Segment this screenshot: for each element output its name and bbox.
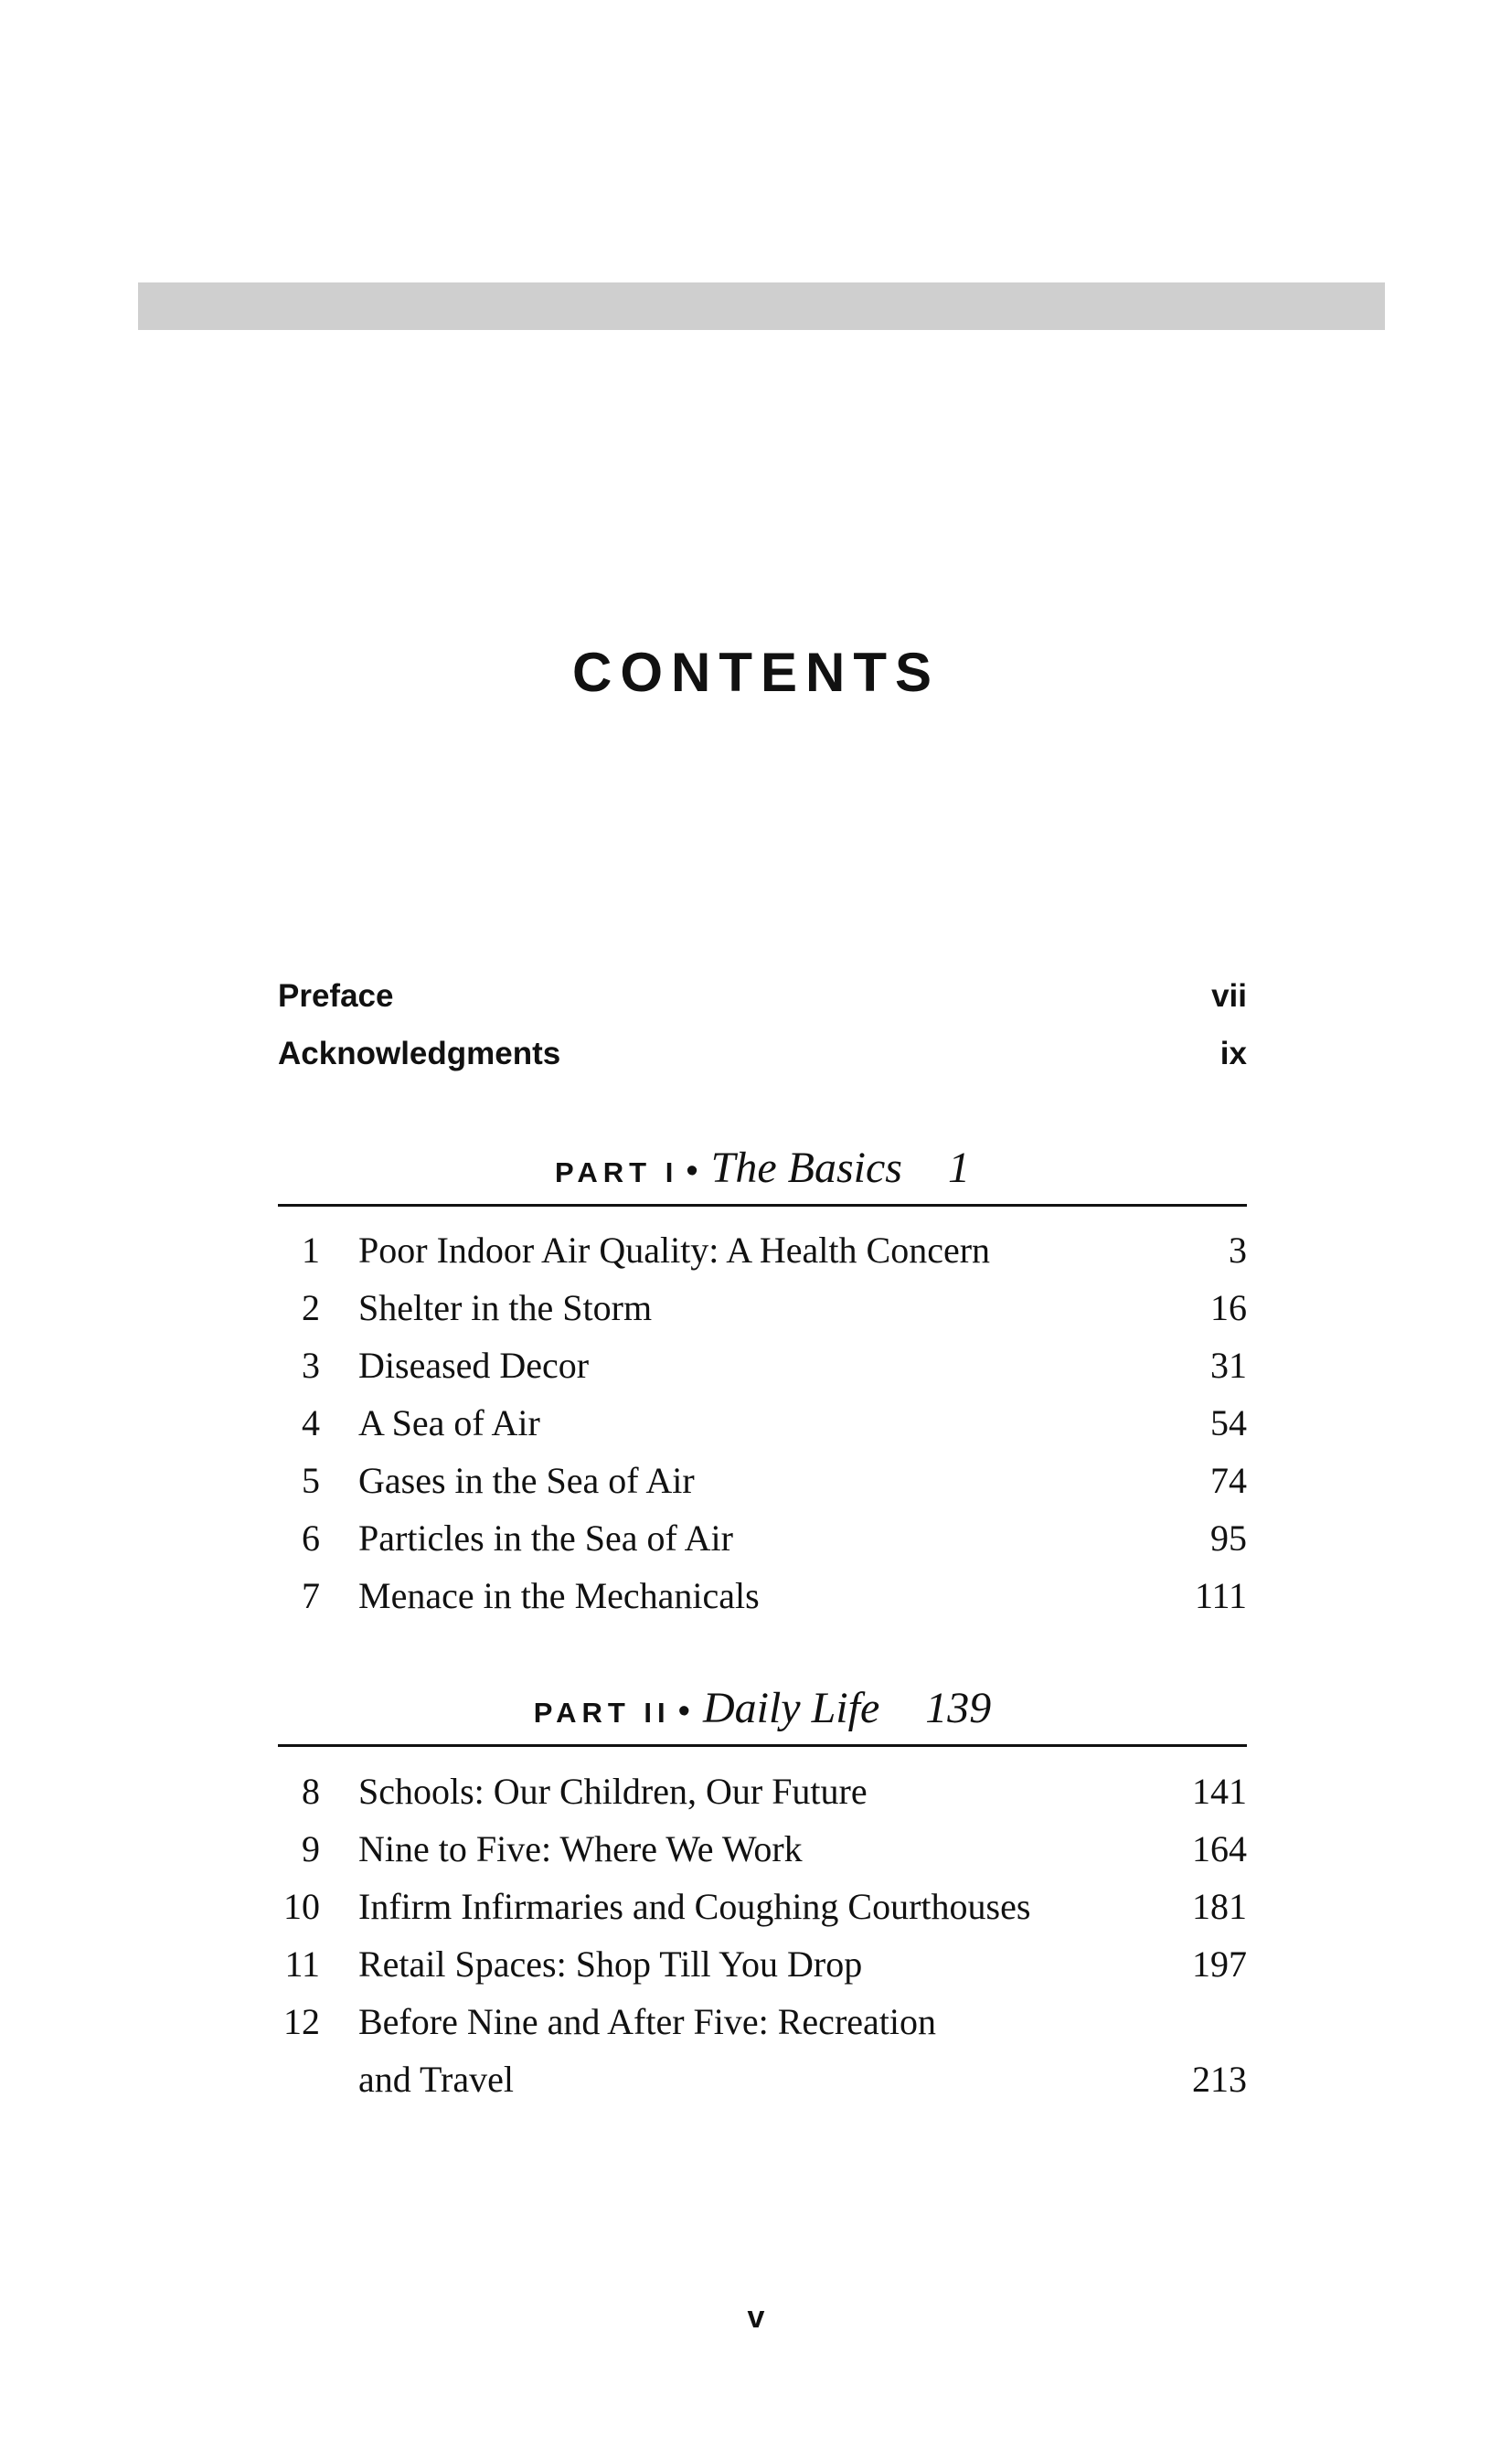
chapter-number: 6 xyxy=(302,1517,320,1559)
toc-entry-label: Preface xyxy=(278,978,394,1014)
chapter-page: 3 xyxy=(1229,1230,1247,1271)
toc-chapter-9[interactable] xyxy=(265,1822,1247,1877)
part-divider-rule xyxy=(278,1204,1247,1207)
toc-chapter-10[interactable] xyxy=(265,1879,1247,1934)
chapter-number: 10 xyxy=(283,1886,320,1927)
chapter-page: 111 xyxy=(1194,1575,1247,1616)
part-heading-1[interactable] xyxy=(278,1136,1247,1200)
chapter-title: Shelter in the Storm xyxy=(358,1287,653,1328)
toc-entry-page: vii xyxy=(1211,978,1247,1014)
toc-chapter-5[interactable] xyxy=(265,1453,1247,1508)
part-page: 1 xyxy=(947,1144,970,1192)
toc-chapter-7[interactable] xyxy=(265,1569,1247,1624)
chapter-number: 1 xyxy=(302,1230,320,1271)
part-divider-rule xyxy=(278,1744,1247,1747)
toc-chapter-1[interactable] xyxy=(265,1223,1247,1278)
chapter-title: A Sea of Air xyxy=(358,1402,540,1443)
chapter-title: Before Nine and After Five: Recreation xyxy=(358,2001,936,2042)
part-label: PART I xyxy=(555,1156,679,1188)
chapter-page: 181 xyxy=(1192,1886,1247,1927)
chapter-page: 141 xyxy=(1192,1771,1247,1812)
chapter-number: 12 xyxy=(283,2001,320,2042)
toc-chapter-12[interactable] xyxy=(265,1995,1247,2050)
chapter-number: 3 xyxy=(302,1345,320,1386)
chapter-page: 31 xyxy=(1210,1345,1247,1386)
chapter-number: 9 xyxy=(302,1828,320,1869)
chapter-page: 95 xyxy=(1210,1517,1247,1559)
toc-chapter-6[interactable] xyxy=(265,1511,1247,1566)
chapter-title: Particles in the Sea of Air xyxy=(358,1517,733,1559)
header-gray-bar xyxy=(138,282,1385,330)
chapter-page: 213 xyxy=(1192,2059,1247,2100)
chapter-page: 16 xyxy=(1210,1287,1247,1328)
toc-entry-acknowledgments[interactable] xyxy=(278,1031,1247,1077)
chapter-number: 7 xyxy=(302,1575,320,1616)
chapter-title: Schools: Our Children, Our Future xyxy=(358,1771,868,1812)
page-title: CONTENTS xyxy=(572,642,940,703)
chapter-number: 11 xyxy=(284,1943,320,1985)
chapter-title: Diseased Decor xyxy=(358,1345,590,1386)
toc-entry-label: Acknowledgments xyxy=(278,1036,561,1071)
chapter-page: 74 xyxy=(1210,1460,1247,1501)
page-number: v xyxy=(747,2300,765,2335)
chapter-title: Gases in the Sea of Air xyxy=(358,1460,695,1501)
toc-chapter-3[interactable] xyxy=(265,1338,1247,1393)
chapter-title-continued: and Travel xyxy=(358,2059,514,2100)
chapter-title: Poor Indoor Air Quality: A Health Concern xyxy=(358,1230,991,1271)
chapter-title: Nine to Five: Where We Work xyxy=(358,1828,803,1869)
toc-chapter-11[interactable] xyxy=(265,1937,1247,1992)
part-title: The Basics xyxy=(710,1144,902,1192)
part-heading-2[interactable] xyxy=(278,1677,1247,1741)
chapter-page: 197 xyxy=(1192,1943,1247,1985)
chapter-title: Menace in the Mechanicals xyxy=(358,1575,760,1616)
chapter-number: 2 xyxy=(302,1287,320,1328)
toc-entry-preface[interactable] xyxy=(278,974,1247,1019)
toc-chapter-12-continued[interactable] xyxy=(265,2052,1247,2107)
chapter-title: Infirm Infirmaries and Coughing Courthouses xyxy=(358,1886,1031,1927)
toc-chapter-2[interactable] xyxy=(265,1281,1247,1336)
toc-chapter-8[interactable] xyxy=(265,1764,1247,1819)
bullet-separator: • xyxy=(686,1152,698,1190)
toc-entry-page: ix xyxy=(1219,1036,1247,1071)
chapter-page: 54 xyxy=(1210,1402,1247,1443)
part-page: 139 xyxy=(925,1684,992,1732)
chapter-number: 5 xyxy=(302,1460,320,1501)
part-title: Daily Life xyxy=(702,1684,880,1732)
part-label: PART II xyxy=(533,1697,671,1729)
chapter-page: 164 xyxy=(1192,1828,1247,1869)
chapter-number: 4 xyxy=(302,1402,320,1443)
toc-chapter-4[interactable] xyxy=(265,1396,1247,1451)
chapter-number: 8 xyxy=(302,1771,320,1812)
bullet-separator: • xyxy=(677,1692,690,1730)
chapter-title: Retail Spaces: Shop Till You Drop xyxy=(358,1943,863,1985)
